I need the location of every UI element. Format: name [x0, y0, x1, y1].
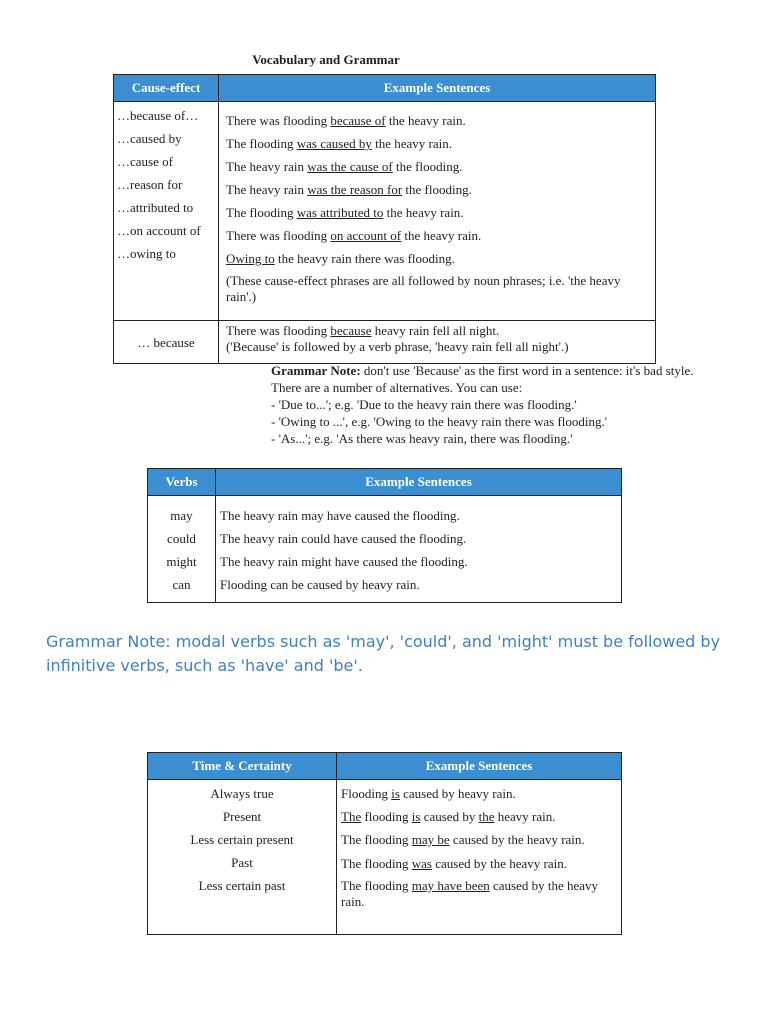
list-item: …owing to — [117, 246, 176, 261]
example-sentences — [216, 496, 622, 603]
list-item: - 'As...'; e.g. 'As there was heavy rain, there was flooding.' — [271, 431, 573, 446]
verb-list — [148, 496, 216, 603]
list-item: There was flooding on account of the heavy rain. — [226, 228, 482, 243]
example-sentences — [219, 102, 656, 321]
time-certainty-table — [147, 752, 622, 935]
list-item: …because of… — [117, 108, 199, 123]
table-header: Cause-effect — [114, 75, 219, 102]
list-item: …attributed to — [117, 200, 194, 215]
table-header: Verbs — [148, 469, 216, 496]
list-item: The heavy rain was the reason for the flooding. — [226, 182, 472, 197]
table-header: Example Sentences — [219, 75, 656, 102]
list-item: Always true — [210, 786, 274, 801]
list-item: Flooding is caused by heavy rain. — [341, 786, 516, 801]
list-item: There was flooding because of the heavy rain. — [226, 113, 466, 128]
list-item: The flooding may be caused by the heavy rain. — [341, 832, 585, 847]
list-item: …reason for — [117, 177, 183, 192]
list-item: - 'Due to...'; e.g. 'Due to the heavy rain there was flooding.' — [271, 397, 577, 412]
because-label: … because — [114, 321, 219, 364]
list-item: The flooding was caused by the heavy rain. — [226, 136, 452, 151]
list-item: The heavy rain could have caused the flooding. — [220, 531, 467, 546]
because-example: There was flooding because heavy rain fell all night. ('Because' is followed by a verb phrase, 'heavy rain fell all night'.) — [219, 321, 656, 364]
list-item: The heavy rain may have caused the flooding. — [220, 508, 460, 523]
phrase-list — [114, 102, 219, 321]
list-item: The flooding is caused by the heavy rain. — [341, 809, 556, 824]
list-item: The flooding may have been caused by the heavy rain. — [341, 878, 599, 909]
list-item: Less certain present — [190, 832, 294, 847]
list-item: may — [170, 508, 193, 523]
list-item: could — [167, 531, 196, 546]
list-item: Less certain past — [198, 878, 286, 893]
cause-effect-table — [113, 74, 656, 364]
grammar-note-because: Grammar Note: don't use 'Because' as the first word in a sentence: it's bad style. There are a number of alternatives. You can use: - 'Due to...'; e.g. 'Due to the heavy rain there was flooding.' - 'Owing to ...', e.g. 'Owing to the heavy rain there was flooding.' - 'As...'; e.g. 'As there was heavy rain, there was flooding.' — [271, 362, 711, 447]
grammar-note-modal: Grammar Note: modal verbs such as 'may', 'could', and 'might' must be followed by infinitive verbs, such as 'have' and 'be'. — [46, 632, 721, 675]
table-header: Example Sentences — [337, 753, 622, 780]
table-header: Example Sentences — [216, 469, 622, 496]
phrase-note: (These cause-effect phrases are all followed by noun phrases; i.e. 'the heavy rain'.) — [226, 273, 621, 304]
list-item: There are a number of alternatives. You can use: — [271, 380, 523, 395]
list-item: The heavy rain might have caused the flooding. — [220, 554, 468, 569]
modal-verbs-table — [147, 468, 622, 603]
list-item: …on account of — [117, 223, 201, 238]
list-item: The flooding was caused by the heavy rain. — [341, 856, 567, 871]
list-item: Flooding can be caused by heavy rain. — [220, 577, 420, 592]
list-item: …cause of — [117, 154, 173, 169]
list-item: might — [166, 554, 197, 569]
list-item: The heavy rain was the cause of the flooding. — [226, 159, 463, 174]
certainty-labels — [148, 780, 337, 935]
table-header: Time & Certainty — [148, 753, 337, 780]
page-title: Vocabulary and Grammar — [252, 52, 400, 67]
list-item: - 'Owing to ...', e.g. 'Owing to the heavy rain there was flooding.' — [271, 414, 608, 429]
list-item: Past — [231, 855, 253, 870]
example-sentences — [337, 780, 622, 935]
list-item: can — [172, 577, 191, 592]
list-item: The flooding was attributed to the heavy rain. — [226, 205, 464, 220]
list-item: Owing to the heavy rain there was flooding. — [226, 251, 455, 266]
list-item: Present — [222, 809, 262, 824]
because-note: ('Because' is followed by a verb phrase, 'heavy rain fell all night'.) — [226, 339, 569, 354]
list-item: …caused by — [117, 131, 182, 146]
